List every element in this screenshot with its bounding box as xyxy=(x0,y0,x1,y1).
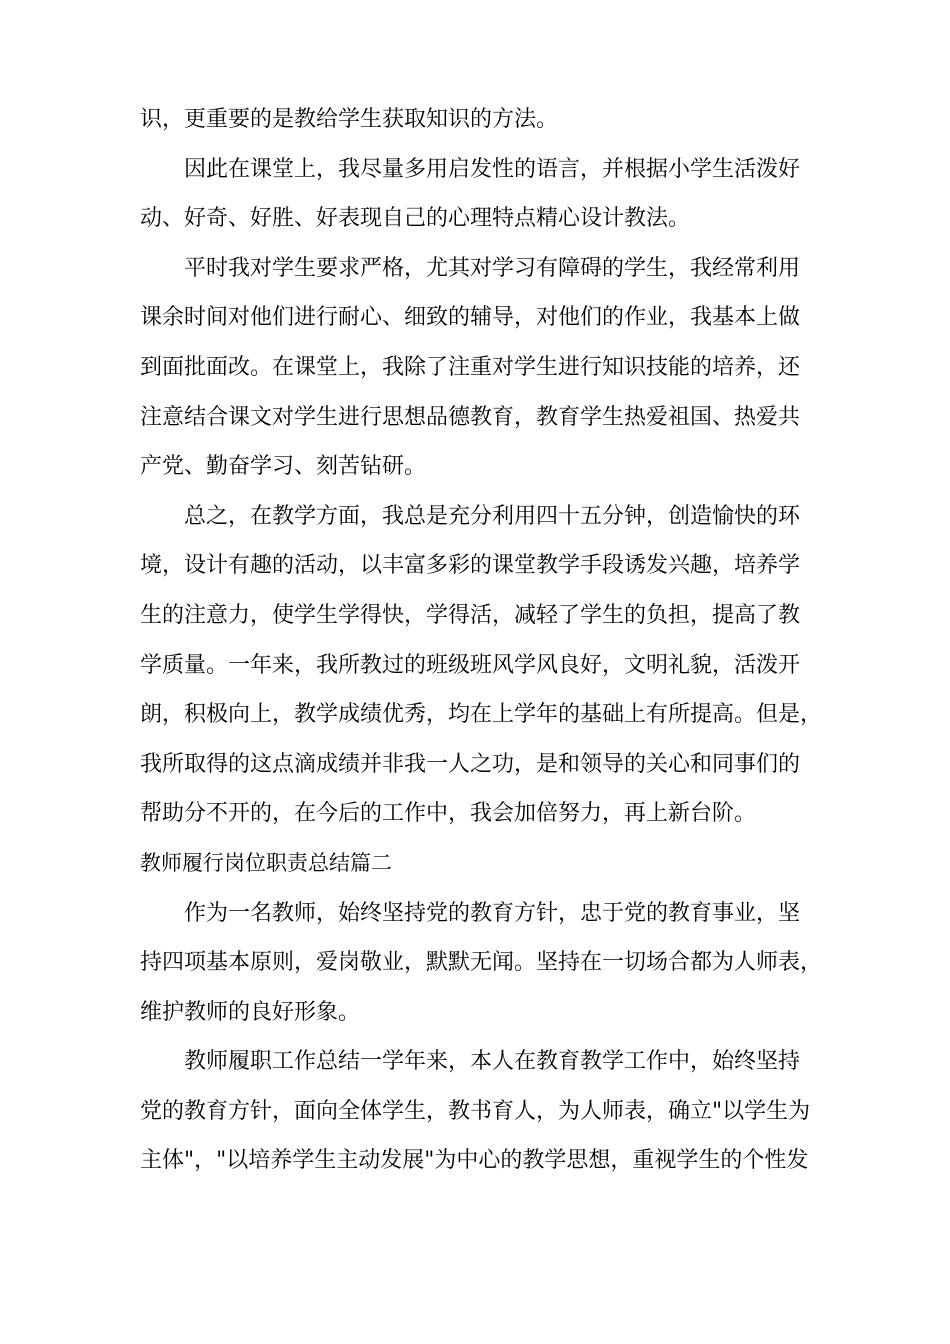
section-heading: 教师履行岗位职责总结篇二 xyxy=(140,850,392,875)
text-line: 动、好奇、好胜、好表现自己的心理特点精心设计教法。 xyxy=(140,206,691,232)
document-body xyxy=(140,95,840,1186)
text-line: 持四项基本原则，爱岗敬业，默默无闻。坚持在一切场合都为人师表， xyxy=(140,950,823,976)
text-line: 我所取得的这点滴成绩并非我一人之功，是和领导的关心和同事们的 xyxy=(140,751,801,777)
text-line: 党的教育方针，面向全体学生，教书育人，为人师表，确立"以学生为 xyxy=(140,1098,811,1124)
text-line: 到面批面改。在课堂上，我除了注重对学生进行知识技能的培养，还 xyxy=(140,354,801,380)
text-line: 课余时间对他们进行耐心、细致的辅导，对他们的作业，我基本上做 xyxy=(140,305,801,331)
paragraph-start-line: 教师履职工作总结一学年来，本人在教育教学工作中，始终坚持 xyxy=(184,1049,801,1075)
paragraph-start-line: 因此在课堂上，我尽量多用启发性的语言，并根据小学生活泼好 xyxy=(184,156,801,182)
text-line: 维护教师的良好形象。 xyxy=(140,999,361,1025)
text-line: 生的注意力，使学生学得快，学得活，减轻了学生的负担，提高了教 xyxy=(140,602,801,628)
paragraph-start-line: 平时我对学生要求严格，尤其对学习有障碍的学生，我经常利用 xyxy=(184,255,801,281)
text-line: 帮助分不开的，在今后的工作中，我会加倍努力，再上新台阶。 xyxy=(140,801,757,827)
text-line: 朗，积极向上，教学成绩优秀，均在上学年的基础上有所提高。但是， xyxy=(140,702,823,728)
text-line: 识，更重要的是教给学生获取知识的方法。 xyxy=(140,107,559,132)
paragraph-start-line: 作为一名教师，始终坚持党的教育方针，忠于党的教育事业，坚 xyxy=(184,900,801,926)
paragraph-start-line: 总之，在教学方面，我总是充分利用四十五分钟，创造愉快的环 xyxy=(184,503,801,529)
text-line: 注意结合课文对学生进行思想品德教育，教育学生热爱祖国、热爱共 xyxy=(140,404,801,430)
text-line: 主体"，"以培养学生主动发展"为中心的教学思想，重视学生的个性发 xyxy=(140,1148,809,1174)
text-line: 学质量。一年来，我所教过的班级班风学风良好，文明礼貌，活泼开 xyxy=(140,652,801,678)
text-line: 境，设计有趣的活动，以丰富多彩的课堂教学手段诱发兴趣，培养学 xyxy=(140,553,801,579)
text-line: 产党、勤奋学习、刻苦钻研。 xyxy=(140,454,427,480)
